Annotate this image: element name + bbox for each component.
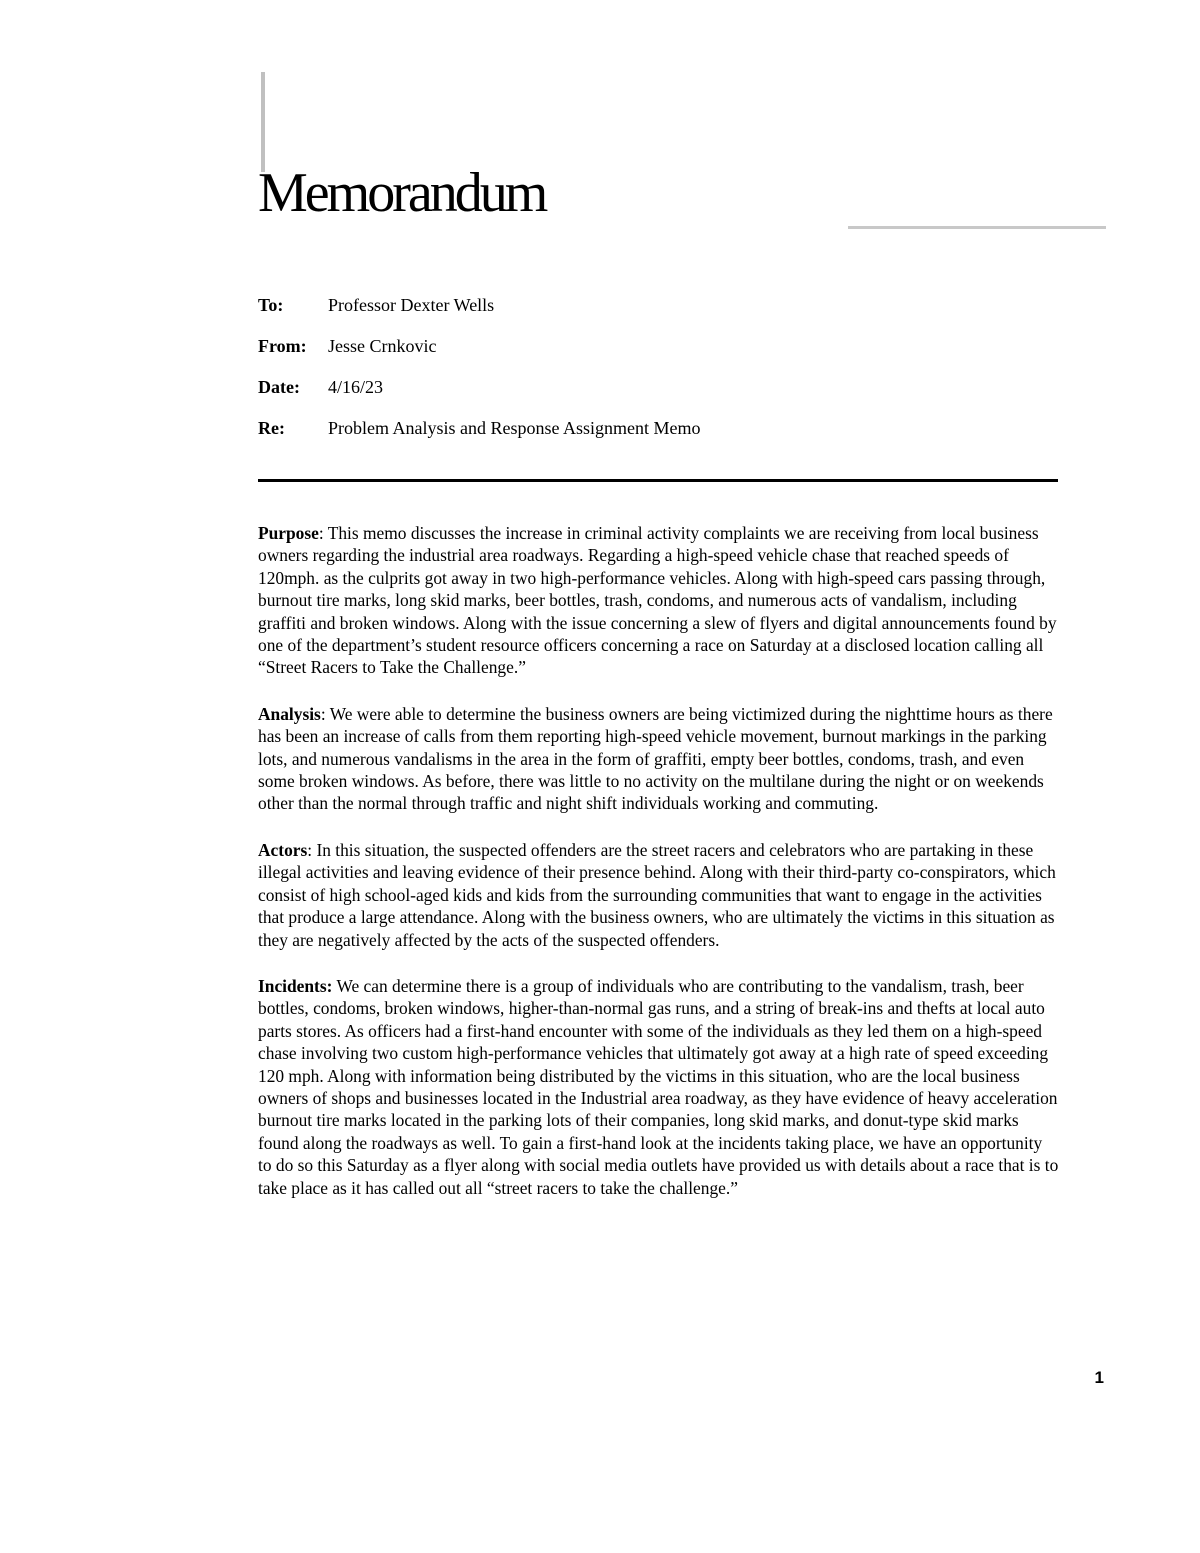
section-label: Actors: [258, 839, 308, 860]
header-value: Professor Dexter Wells: [328, 295, 495, 315]
section-label: Purpose: [258, 523, 319, 543]
header-row-date: [258, 375, 1058, 416]
section-label: Analysis: [258, 703, 321, 724]
section-label: Incidents:: [258, 975, 333, 996]
header-label: From:: [258, 336, 307, 356]
section-actors: [258, 839, 1060, 951]
memo-header: [258, 293, 1058, 457]
page-title: Memorandum: [258, 162, 546, 224]
title-accent-bar: [261, 72, 265, 172]
memo-body: [258, 522, 1060, 1223]
section-purpose: [258, 522, 1060, 679]
section-incidents: [258, 975, 1060, 1199]
header-value: 4/16/23: [328, 377, 384, 397]
header-value: Problem Analysis and Response Assignment Memo: [328, 418, 701, 438]
header-row-to: [258, 293, 1058, 334]
section-text: We can determine there is a group of individuals who are contributing to the vandalism, trash, beer bottles, condoms, broken windows, higher-than-normal gas runs, and a string of break-ins and thefts at local auto parts stores. As officers had a first-hand encounter with some of the individuals as they led them on a high-speed chase involving two custom high-performance vehicles that ultimately got away at a high rate of speed exceeding 120 mph. Along with information being distributed by the victims in this situation, who are the local business owners of shops and businesses located in the Industrial area roadway, as they have evidence of heavy acceleration burnout tire marks located in the parking lots of their companies, long skid marks, and donut-type skid marks found along the roadways as well. To gain a first-hand look at the incidents taking place, we have an opportunity to do so this Saturday as a flyer along with social media outlets have provided us with details about a race that is to take place as it has called out all “street racers to take the challenge.”: [258, 975, 1059, 1198]
header-label: Date:: [258, 377, 300, 397]
header-label: Re:: [258, 418, 285, 438]
page-number: 1: [1094, 1368, 1104, 1387]
header-label: To:: [258, 295, 284, 315]
header-divider: [258, 479, 1058, 482]
section-text: : In this situation, the suspected offenders are the street racers and celebrators who are partaking in these illegal activities and leaving evidence of their presence behind. Along with their third-party co-conspirators, which consist of high school-aged kids and kids from the surrounding communities that want to engage in the activities that produce a large attendance. Along with the business owners, who are ultimately the victims in this situation as they are negatively affected by the acts of the suspected offenders.: [258, 839, 1056, 950]
section-text: : We were able to determine the business owners are being victimized during the nighttime hours as there has been an increase of calls from them reporting high-speed vehicle movement, burnout markings in the parking lots, and numerous vandalisms in the area in the form of graffiti, empty beer bottles, condoms, trash, and even some broken windows. As before, there was little to no activity on the multilane during the night or on weekends other than the normal through traffic and night shift individuals working and commuting.: [258, 703, 1053, 814]
header-value: Jesse Crnkovic: [328, 336, 437, 356]
section-text: : This memo discusses the increase in criminal activity complaints we are receiving from local business owners regarding the industrial area roadways. Regarding a high-speed vehicle chase that reached speeds of 120mph. as the culprits got away in two high-performance vehicles. Along with high-speed cars passing through, burnout tire marks, long skid marks, beer bottles, trash, condoms, and numerous acts of vandalism, including graffiti and broken windows. Along with the issue concerning a slew of flyers and digital announcements found by one of the department’s student resource officers concerning a race on Saturday at a disclosed location calling all “Street Racers to Take the Challenge.”: [258, 523, 1057, 678]
section-analysis: [258, 703, 1060, 815]
header-row-from: [258, 334, 1058, 375]
title-rule: [848, 226, 1106, 229]
header-row-re: [258, 416, 1058, 457]
